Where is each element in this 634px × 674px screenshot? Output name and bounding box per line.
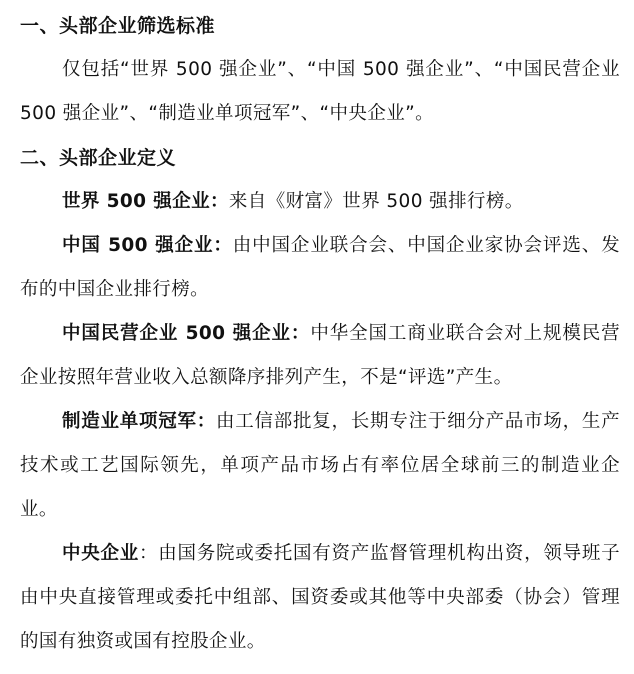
definition-term: 世界 500 强企业： (62, 191, 229, 212)
definition-term: 制造业单项冠军： (62, 411, 217, 432)
definition-china-top-500 (20, 224, 620, 312)
definition-text: 中华全国工商业联合会对上规模民营企业按照年营业收入总额降序排列产生，不是“评选”产生。 (20, 323, 621, 388)
definition-private-top-500 (20, 312, 620, 400)
definition-term: 中国 500 强企业： (62, 235, 233, 256)
definition-text: 由工信部批复，长期专注于细分产品市场，生产技术或工艺国际领先，单项产品市场占有率位居全球前三的制造业企业。 (20, 411, 620, 520)
definition-term: 中国民营企业 500 强企业： (62, 323, 311, 344)
screening-criteria-paragraph: 仅包括“世界 500 强企业”、“中国 500 强企业”、“中国民营企业 500 强企业”、“制造业单项冠军”、“中央企业”。 (20, 59, 620, 124)
definition-manufacturing-champion (20, 400, 620, 532)
definition-fortune-global-500 (20, 180, 620, 224)
definition-text: 来自《财富》世界 500 强排行榜。 (228, 191, 524, 212)
section-heading-definitions: 二、头部企业定义 (20, 147, 177, 169)
definition-text: ：由国务院或委托国有资产监督管理机构出资，领导班子由中央直接管理或委托中组部、国资委或其他等中央部委（协会）管理的国有独资或国有控股企业。 (20, 543, 620, 652)
section-heading-screening-criteria: 一、头部企业筛选标准 (20, 15, 216, 37)
definition-term: 中央企业 (62, 543, 140, 564)
definition-central-enterprise (20, 532, 620, 664)
definition-text: 由中国企业联合会、中国企业家协会评选、发布的中国企业排行榜。 (20, 235, 620, 300)
